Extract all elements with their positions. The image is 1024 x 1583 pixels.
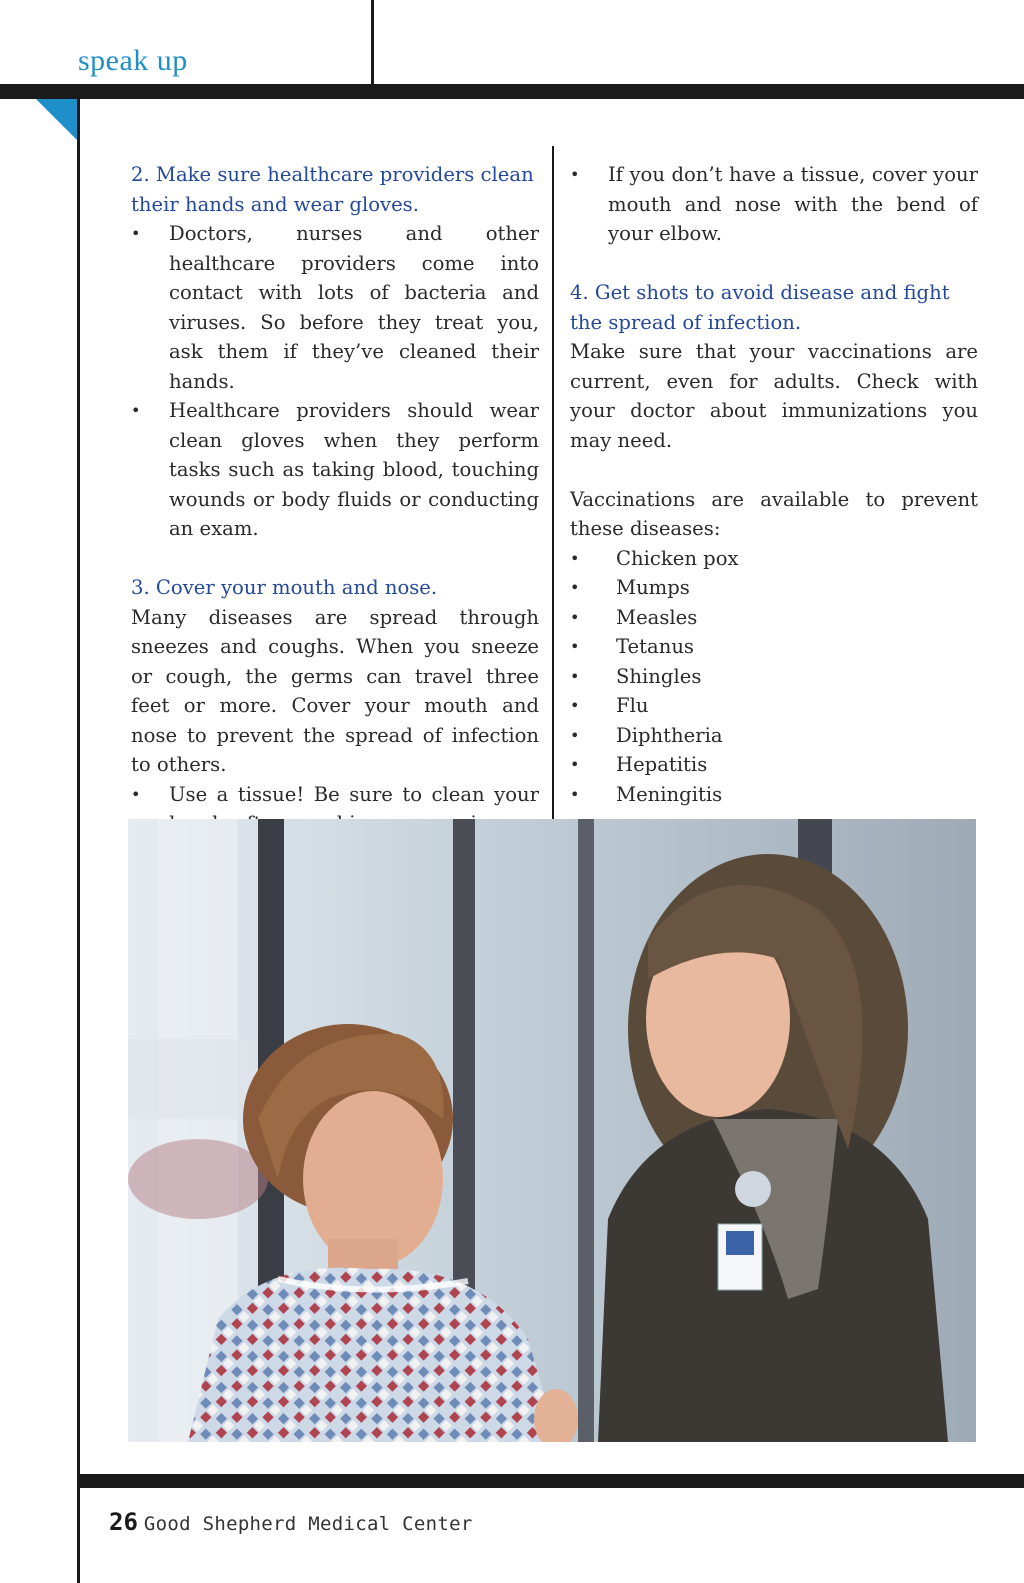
section-3-heading: 3. Cover your mouth and nose. <box>131 576 438 599</box>
list-item: • Doctors, nurses and other healthcare providers come into contact with lots of bacteria and viruses. So before they treat you, ask them if they’ve cleaned their hands. <box>131 219 539 396</box>
section-3-body: Many diseases are spread through sneezes and coughs. When you sneeze or cough, the germs can travel three feet or more. Cover your mouth and nose to prevent the spread of infection to others. <box>131 605 539 776</box>
section-4-body: Make sure that your vaccinations are current, even for adults. Check with your doctor about immunizations you may need. <box>570 340 978 452</box>
corner-accent <box>36 99 78 141</box>
header-divider <box>371 0 374 86</box>
left-column <box>131 160 539 839</box>
page-margin-rule <box>77 99 80 1583</box>
vaccines-intro: Vaccinations are available to prevent these diseases: <box>570 487 978 540</box>
section-2-bullets <box>131 219 539 544</box>
page-footer <box>109 1508 473 1536</box>
right-column <box>570 160 978 809</box>
section-3-bullets-continued <box>570 160 978 249</box>
section-4-heading: 4. Get shots to avoid disease and fight the spread of infection. <box>570 281 950 334</box>
list-item: • Chicken pox <box>570 544 978 574</box>
disease-list <box>570 544 978 810</box>
list-item: • Measles <box>570 603 978 633</box>
list-item: • Diphtheria <box>570 721 978 751</box>
list-item: • Tetanus <box>570 632 978 662</box>
section-label: speak up <box>78 44 188 77</box>
list-item: • If you don’t have a tissue, cover your mouth and nose with the bend of your elbow. <box>570 160 978 249</box>
list-item: • Shingles <box>570 662 978 692</box>
footer-rule <box>77 1474 1024 1488</box>
column-divider <box>552 146 554 820</box>
list-item: • Flu <box>570 691 978 721</box>
page-number: 26 <box>109 1508 138 1536</box>
list-item: • Hepatitis <box>570 750 978 780</box>
publication-name: Good Shepherd Medical Center <box>143 1513 473 1535</box>
list-item: • Use a tissue! Be sure to clean your <box>131 780 539 839</box>
list-item: • Healthcare providers should wear clean gloves when they perform tasks such as taking blood, touching wounds or body fluids or conducting an exam. <box>131 396 539 544</box>
section-2-heading: 2. Make sure healthcare providers clean their hands and wear gloves. <box>131 163 534 216</box>
list-item: • Meningitis <box>570 780 978 810</box>
list-item: • Mumps <box>570 573 978 603</box>
header-rule <box>0 84 1024 99</box>
nurse-patient-photo <box>128 819 976 1442</box>
